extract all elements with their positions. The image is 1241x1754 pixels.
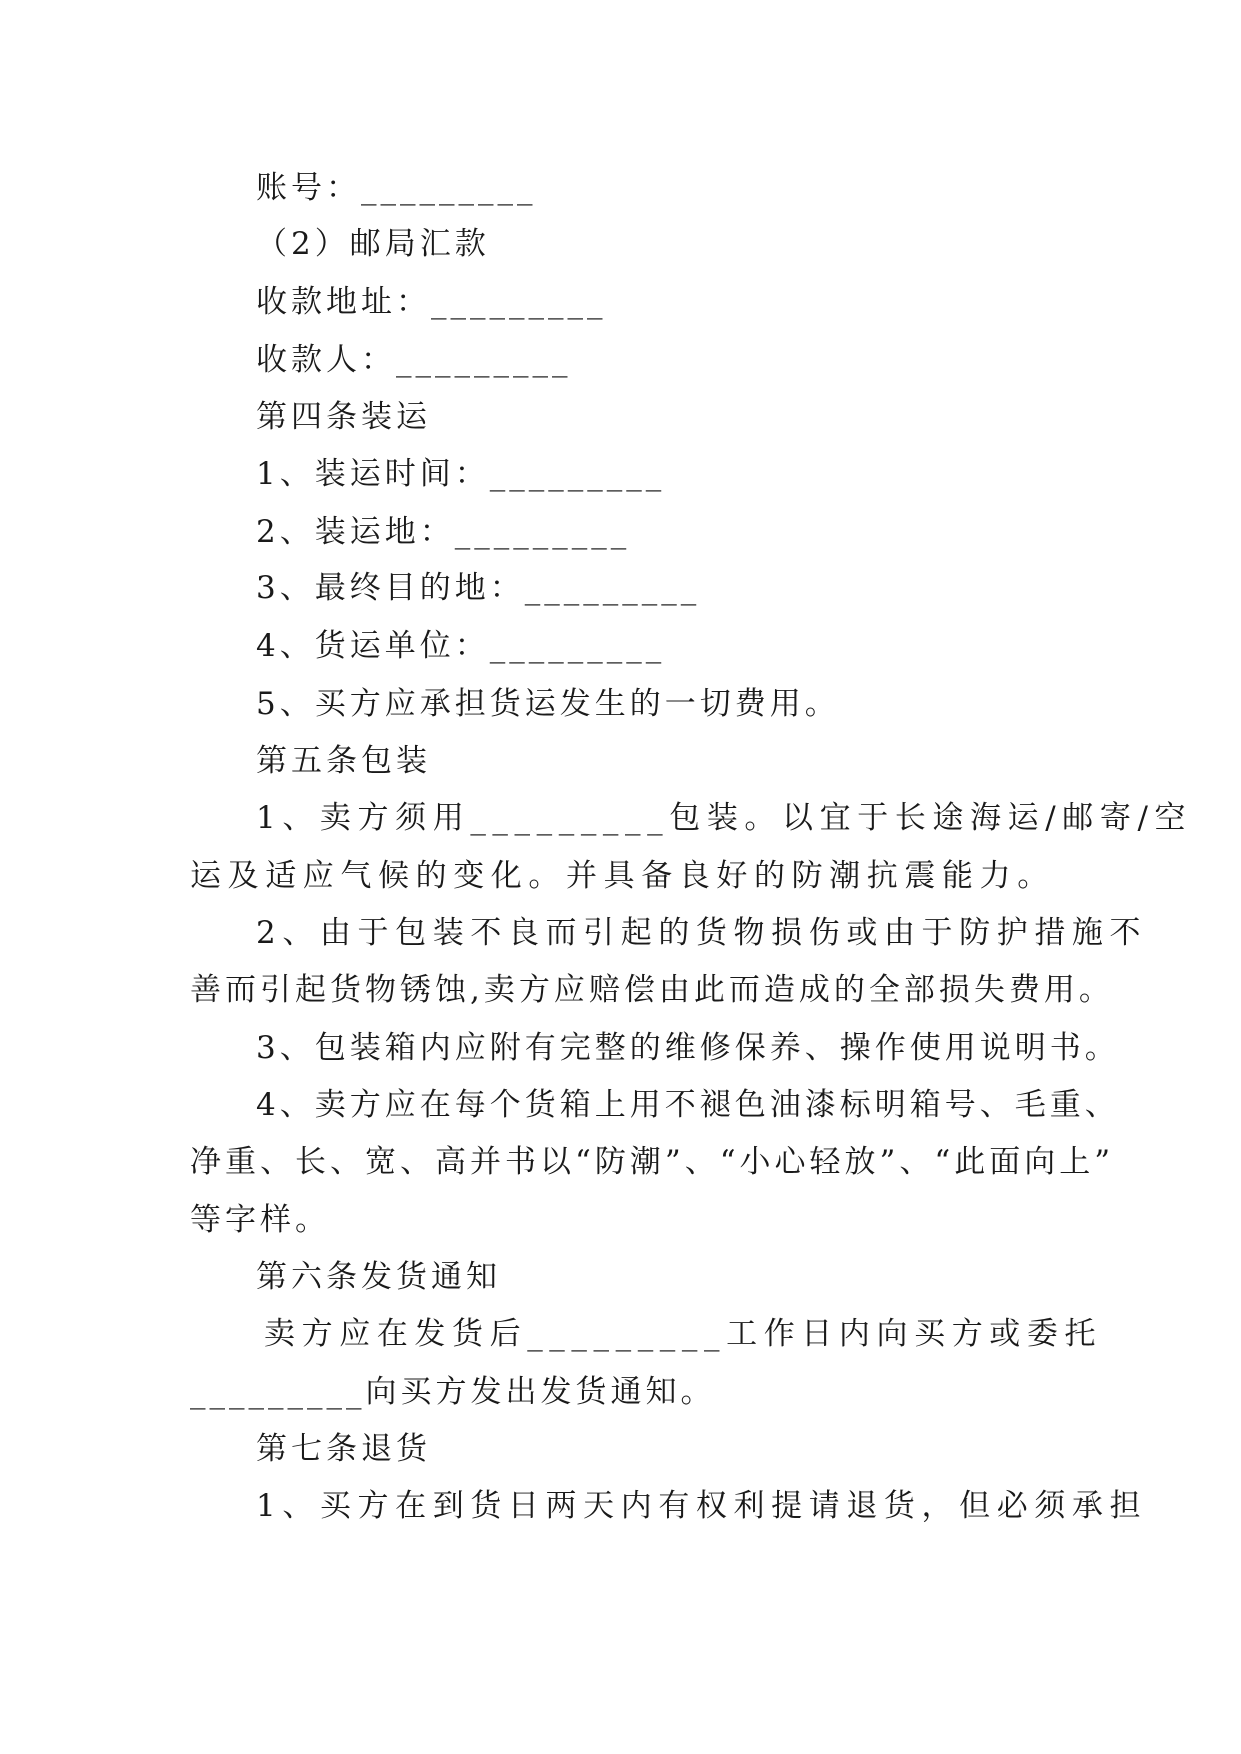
packaging-clause-4-line-3: 等字样。 <box>190 1202 330 1238</box>
carrier-line: 4、货运单位：_________ <box>256 628 666 664</box>
packaging-clause-3: 3、包装箱内应附有完整的维修保养、操作使用说明书。 <box>256 1030 1120 1066</box>
packaging-clause-4-line-1: 4、卖方应在每个货箱上用不褪色油漆标明箱号、毛重、 <box>256 1087 1120 1123</box>
return-clause-1-line-1: 1、买方在到货日两天内有权利提请退货，但必须承担 <box>256 1488 1148 1524</box>
article-five-heading: 第五条包装 <box>256 743 431 779</box>
shipment-place-line: 2、装运地：_________ <box>256 514 631 550</box>
freight-cost-line: 5、买方应承担货运发生的一切费用。 <box>256 686 840 722</box>
packaging-clause-4-line-2: 净重、长、宽、高并书以“防潮”、“小心轻放”、“此面向上” <box>190 1144 1115 1180</box>
payee-line: 收款人：_________ <box>256 342 572 378</box>
account-number-line: 账号：_________ <box>256 170 537 206</box>
packaging-clause-2-line-2: 善而引起货物锈蚀,卖方应赔偿由此而造成的全部损失费用。 <box>190 972 1114 1008</box>
shipping-notice-line-2: _________向买方发出发货通知。 <box>190 1374 716 1410</box>
packaging-clause-1-line-2: 运及适应气候的变化。并具备良好的防潮抗震能力。 <box>190 858 1055 894</box>
payee-address-line: 收款地址：_________ <box>256 284 607 320</box>
article-six-heading: 第六条发货通知 <box>256 1259 501 1295</box>
packaging-clause-2-line-1: 2、由于包装不良而引起的货物损伤或由于防护措施不 <box>256 915 1148 951</box>
article-four-heading: 第四条装运 <box>256 399 431 435</box>
shipment-time-line: 1、装运时间：_________ <box>256 456 666 492</box>
final-destination-line: 3、最终目的地：_________ <box>256 570 701 606</box>
packaging-clause-1-line-1: 1、卖方须用_________包装。以宜于长途海运/邮寄/空 <box>256 800 1193 836</box>
postal-remittance-heading: （2）邮局汇款 <box>256 226 490 262</box>
shipping-notice-line-1: 卖方应在发货后_________工作日内向买方或委托 <box>264 1316 1103 1352</box>
article-seven-heading: 第七条退货 <box>256 1431 431 1467</box>
